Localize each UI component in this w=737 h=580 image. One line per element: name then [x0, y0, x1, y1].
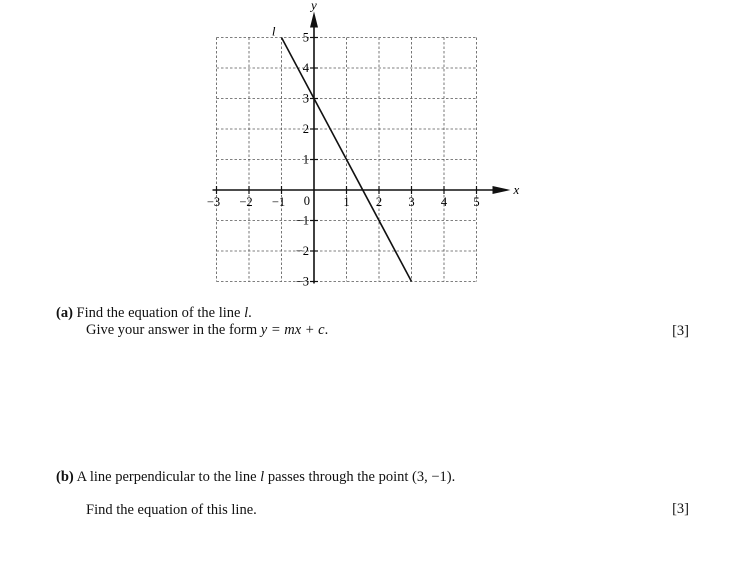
question-a-line-1 [56, 304, 252, 322]
y-axis-label: y [311, 0, 317, 13]
question-b-line-2: Find the equation of this line. [86, 502, 257, 518]
x-axis-label: x [513, 182, 520, 197]
y-axis-arrow [310, 12, 318, 28]
y-tick-label: 3 [302, 91, 309, 106]
x-tick-label: 3 [408, 195, 415, 209]
x-tick-label: 5 [473, 195, 480, 209]
x-tick-label: −3 [206, 195, 221, 209]
question-b-marks: [3] [672, 501, 689, 517]
y-tick-label: 4 [302, 61, 309, 75]
question-a-part-label: (a) [56, 305, 73, 321]
series-lines [271, 23, 415, 282]
question-b-text-end: passes through the point (3, −1). [264, 469, 456, 485]
y-tick-label: 1 [302, 152, 309, 167]
question-b-text: A line perpendicular to the line [76, 469, 261, 485]
question-a-formula: y = mx + c [260, 322, 325, 338]
y-tick-label: −3 [295, 274, 309, 289]
question-a-text: Find the equation of the line [76, 305, 245, 321]
x-tick-label: 4 [440, 195, 448, 209]
question-a-instruction-end: . [324, 322, 329, 338]
question-a-instruction: Give your answer in the form [86, 322, 261, 338]
y-tick-label: 5 [302, 30, 309, 45]
line-l-label: l [271, 23, 276, 39]
y-tick-label: −1 [295, 213, 309, 228]
question-b-part-label: (b) [56, 469, 74, 485]
origin-label: 0 [303, 194, 310, 208]
x-tick-label: 2 [375, 195, 383, 209]
y-tick-label: 2 [302, 122, 309, 136]
question-a-line-variable: l [244, 305, 249, 321]
x-tick-label: 1 [343, 195, 350, 209]
question-a-text-end: . [248, 305, 252, 321]
question-a-marks: [3] [672, 323, 689, 339]
x-axis-arrow [493, 186, 511, 194]
question-b-line-variable: l [260, 469, 265, 485]
y-tick-label: −2 [295, 244, 309, 258]
question-b-line-1 [56, 468, 455, 486]
x-tick-label: −1 [271, 195, 286, 209]
question-a-line-2 [86, 321, 328, 339]
x-tick-label: −2 [239, 195, 253, 209]
axes [213, 0, 520, 284]
